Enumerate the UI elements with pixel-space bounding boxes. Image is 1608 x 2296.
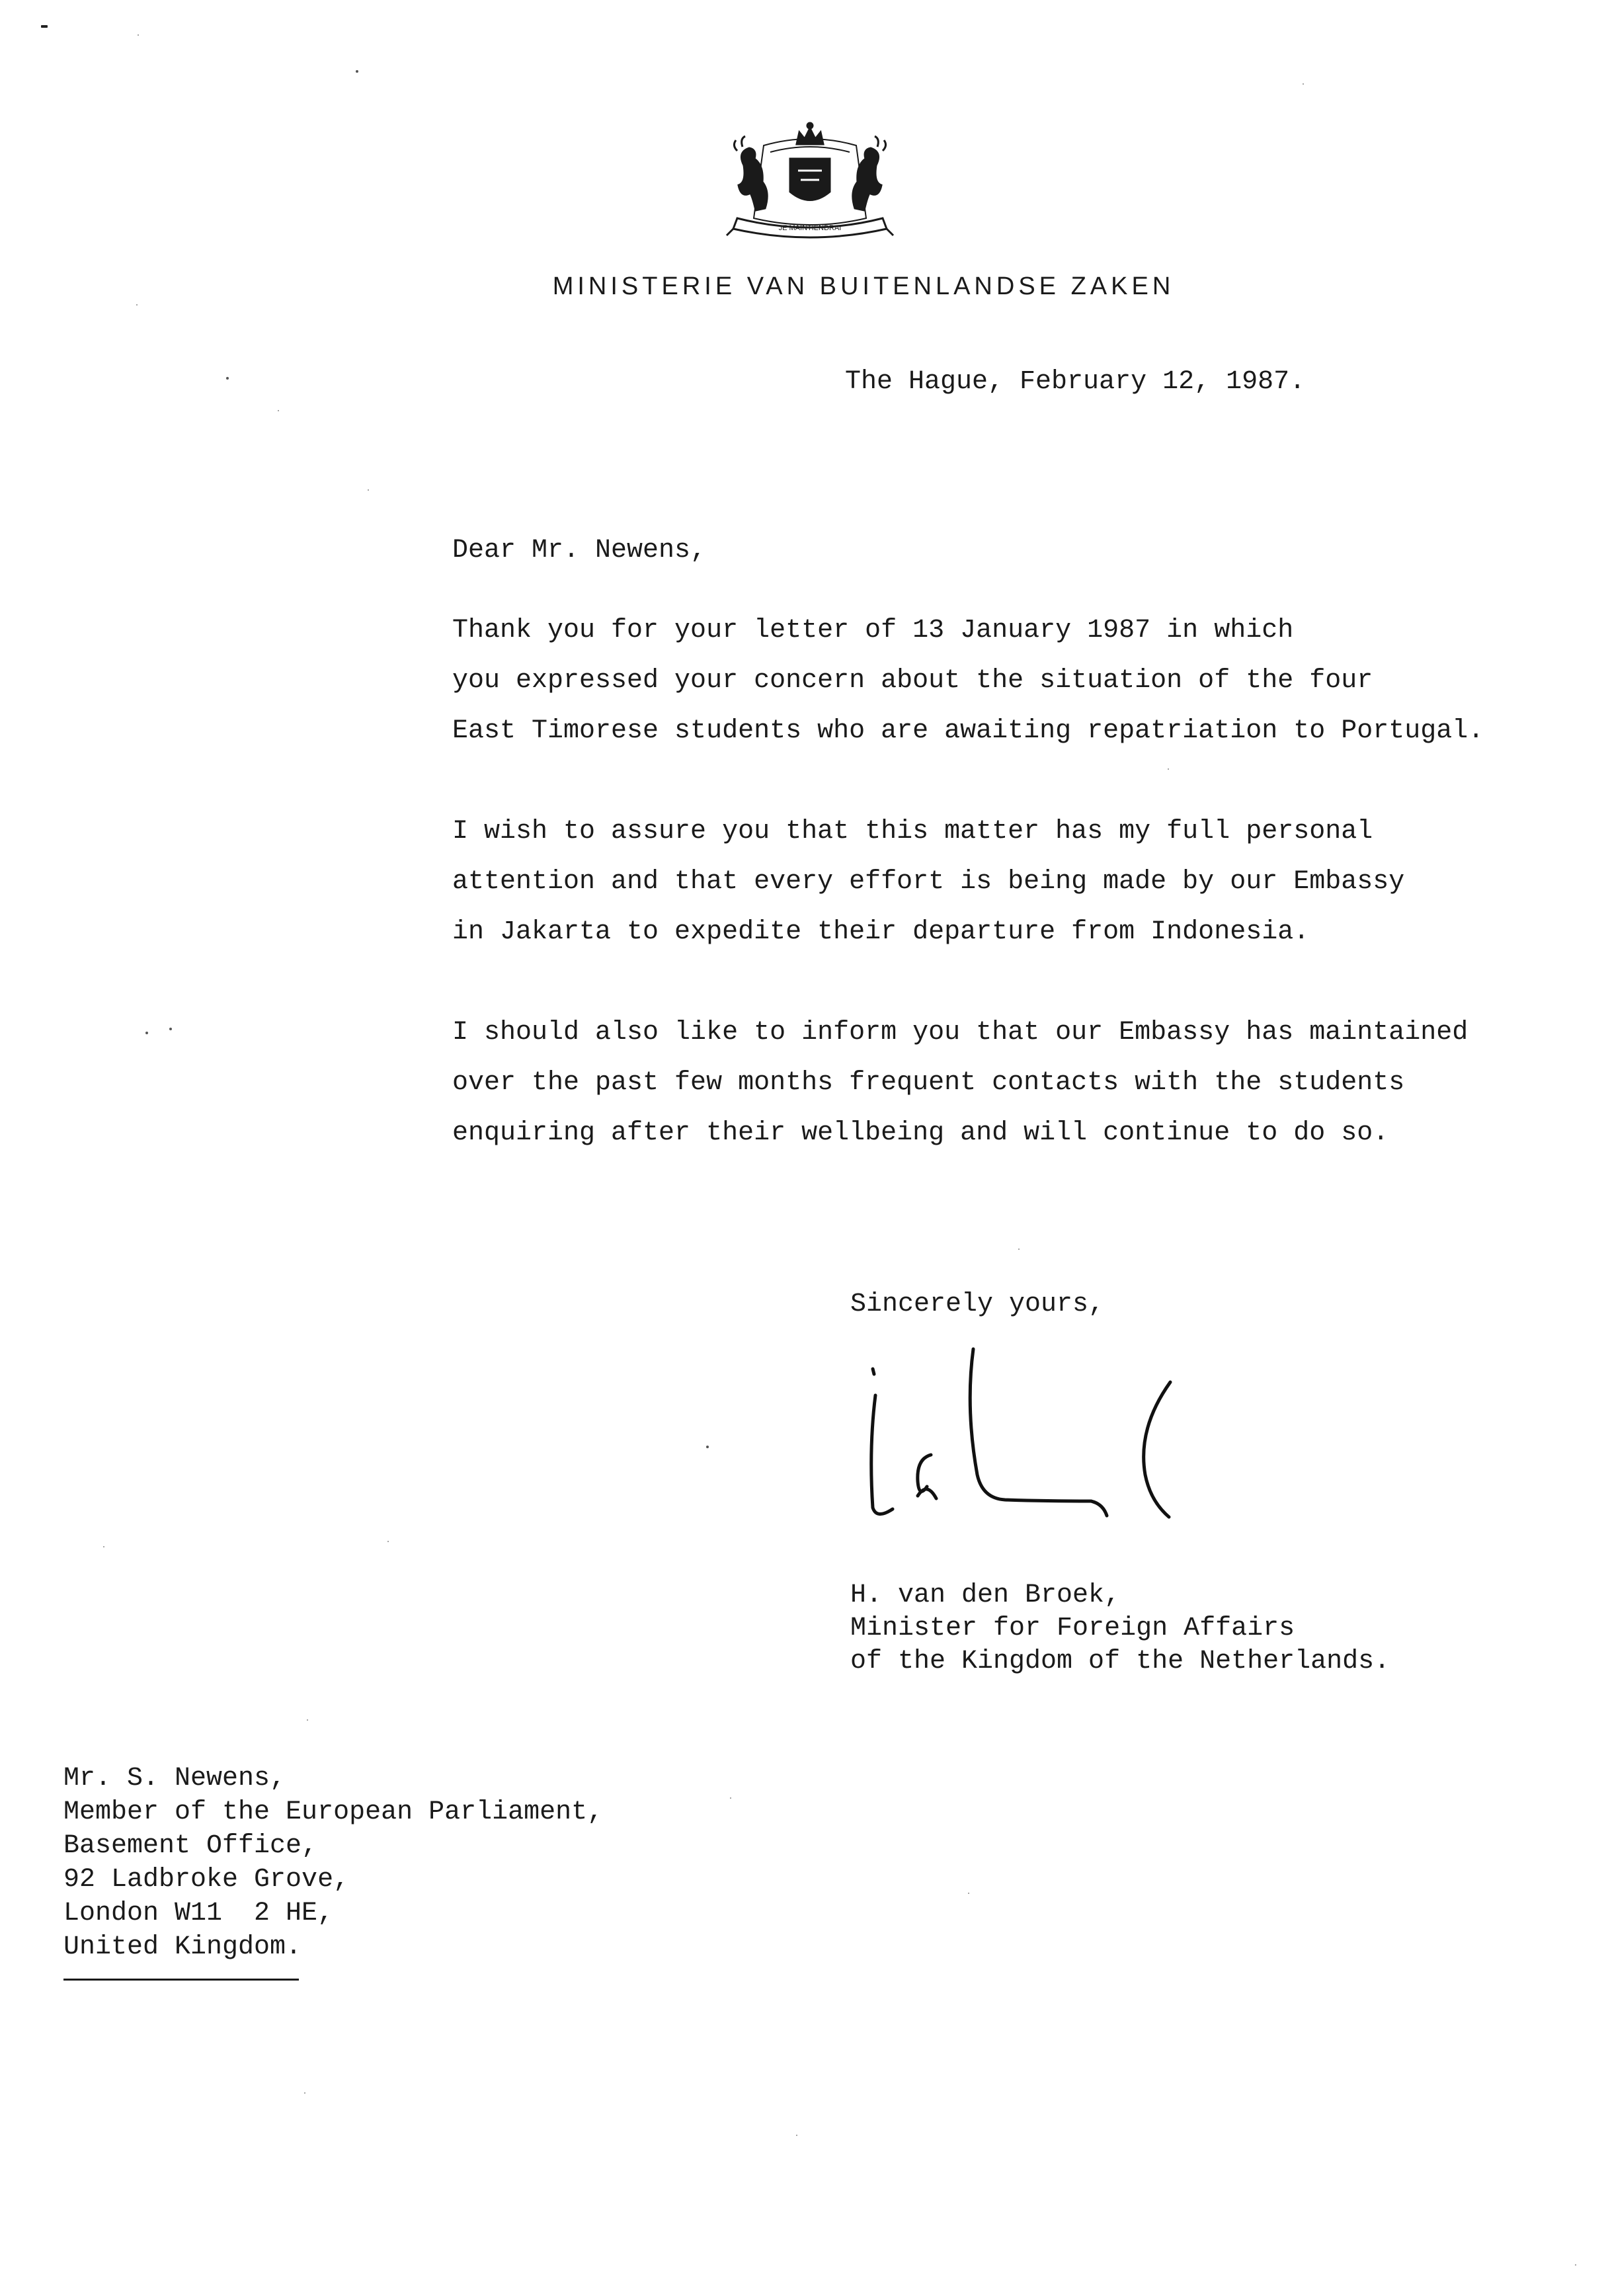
address-underline bbox=[63, 1979, 299, 1981]
scan-speck bbox=[136, 304, 138, 306]
body-line: Thank you for your letter of 13 January 1987 in which bbox=[452, 616, 1294, 645]
scan-speck bbox=[730, 1797, 731, 1799]
body-line: I wish to assure you that this matter has my full personal bbox=[452, 817, 1373, 846]
scan-speck bbox=[145, 1032, 148, 1034]
scan-speck bbox=[304, 2092, 305, 2094]
address-line: Mr. S. Newens, bbox=[63, 1764, 286, 1793]
body-paragraph-3 bbox=[452, 1008, 1589, 1159]
body-line: over the past few months frequent contacts with the students bbox=[452, 1068, 1405, 1098]
body-paragraph-2 bbox=[452, 807, 1589, 958]
scan-speck bbox=[356, 70, 358, 73]
netherlands-coat-of-arms-icon bbox=[724, 119, 896, 245]
scan-speck bbox=[226, 377, 229, 380]
scan-speck bbox=[41, 25, 48, 28]
scan-speck bbox=[1575, 2264, 1576, 2266]
scan-speck bbox=[1018, 1249, 1020, 1250]
salutation: Dear Mr. Newens, bbox=[452, 536, 707, 565]
date-line: The Hague, February 12, 1987. bbox=[845, 367, 1306, 397]
signer-title: Minister for Foreign Affairs bbox=[850, 1614, 1295, 1643]
address-line: Member of the European Parliament, bbox=[63, 1797, 604, 1827]
crest-motto: JE MAINTIENDRAI bbox=[778, 224, 842, 232]
address-line: 92 Ladbroke Grove, bbox=[63, 1865, 350, 1895]
body-paragraph-1 bbox=[452, 606, 1589, 757]
signer-block bbox=[850, 1579, 1390, 1678]
body-line: I should also like to inform you that our Embassy has maintained bbox=[452, 1018, 1468, 1047]
scan-speck bbox=[307, 1719, 308, 1721]
closing: Sincerely yours, bbox=[850, 1290, 1105, 1319]
handwritten-signature bbox=[853, 1342, 1223, 1541]
scan-speck bbox=[138, 34, 139, 36]
scan-speck bbox=[1303, 83, 1304, 85]
recipient-address bbox=[63, 1762, 603, 1964]
body-line: you expressed your concern about the situation of the four bbox=[452, 666, 1373, 696]
scan-speck bbox=[1168, 768, 1169, 770]
scan-speck bbox=[169, 1028, 172, 1030]
body-line: enquiring after their wellbeing and will continue to do so. bbox=[452, 1118, 1389, 1148]
body-line: in Jakarta to expedite their departure from Indonesia. bbox=[452, 917, 1310, 947]
scan-speck bbox=[368, 489, 369, 491]
address-line: London W11 2 HE, bbox=[63, 1899, 334, 1928]
scan-speck bbox=[706, 1446, 709, 1448]
address-line: Basement Office, bbox=[63, 1831, 318, 1861]
body-line: East Timorese students who are awaiting repatriation to Portugal. bbox=[452, 716, 1484, 746]
signer-name: H. van den Broek, bbox=[850, 1580, 1121, 1610]
scan-speck bbox=[796, 2135, 797, 2136]
body-line: attention and that every effort is being made by our Embassy bbox=[452, 867, 1405, 897]
scan-speck bbox=[278, 410, 279, 411]
signer-organization: of the Kingdom of the Netherlands. bbox=[850, 1647, 1390, 1676]
scan-speck bbox=[387, 1541, 389, 1542]
scan-speck bbox=[968, 1893, 969, 1894]
scan-speck bbox=[103, 1546, 104, 1547]
ministry-heading: MINISTERIE VAN BUITENLANDSE ZAKEN bbox=[552, 272, 1175, 300]
address-line: United Kingdom. bbox=[63, 1932, 302, 1962]
